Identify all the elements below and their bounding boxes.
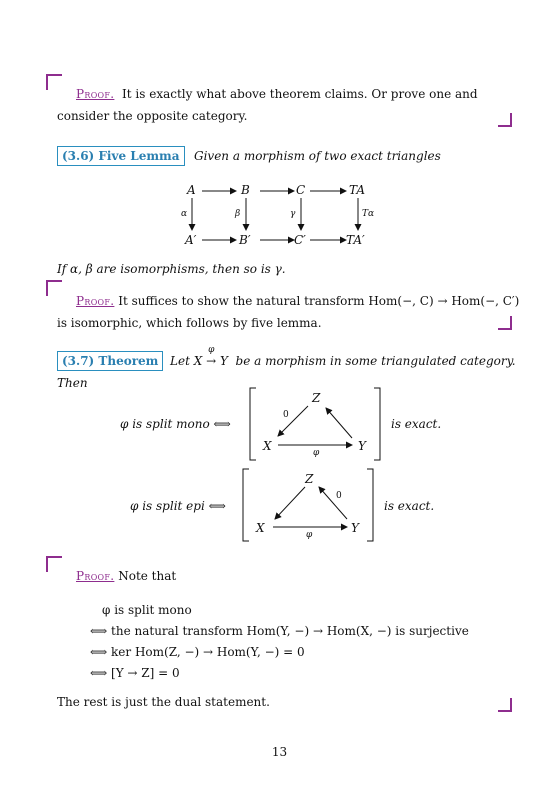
proof-start-marker: [46, 556, 62, 572]
arrow-Y-Z: [319, 487, 347, 519]
proof3-step-2: ⟺ the natural transform Hom(Y, −) → Hom(X, −) is surjective: [90, 624, 469, 638]
node-TA-prime: TA′: [346, 233, 365, 247]
label-phi: φ: [306, 530, 313, 540]
split-epi-condition: φ is split epi ⟺: [130, 499, 226, 513]
proof-end-marker: [498, 698, 512, 712]
left-bracket: [243, 469, 249, 541]
label-zero: 0: [336, 491, 342, 501]
theorem-tag: (3.7) Theorem: [57, 351, 163, 371]
label-beta: β: [235, 209, 241, 219]
node-Z: Z: [305, 472, 314, 486]
proof3-step-4: ⟺ [Y → Z] = 0: [90, 666, 180, 680]
proof-end-marker: [498, 316, 512, 330]
proof1-line1: [76, 86, 478, 102]
proof2-text: It suffices to show the natural transform Hom(−, C) → Hom(−, C′): [118, 294, 520, 308]
node-TA: TA: [349, 183, 366, 197]
split-mono-condition: φ is split mono ⟺: [120, 417, 231, 431]
node-X: X: [256, 521, 265, 535]
proof-label: Proof.: [76, 87, 115, 101]
proof3-line1: [76, 568, 176, 584]
label-alpha: α: [181, 209, 188, 219]
split-epi-exact: is exact.: [384, 499, 435, 513]
label-zero: 0: [283, 410, 289, 420]
node-Z: Z: [312, 391, 321, 405]
node-B: B: [241, 183, 250, 197]
node-B-prime: B′: [239, 233, 251, 247]
node-Y: Y: [351, 521, 359, 535]
page-number: 13: [271, 745, 288, 759]
right-bracket: [374, 388, 380, 460]
proof-label: Proof.: [76, 294, 115, 308]
lemma-conclusion: If α, β are isomorphisms, then so is γ.: [57, 262, 286, 276]
proof3-step-3: ⟺ ker Hom(Z, −) → Hom(Y, −) = 0: [90, 645, 305, 659]
arrow-Y-Z: [326, 408, 352, 438]
node-A: A: [187, 183, 196, 197]
right-bracket: [367, 469, 373, 541]
proof3-intro: Note that: [118, 569, 177, 583]
node-C-prime: C′: [294, 233, 306, 247]
proof-end-marker: [498, 113, 512, 127]
node-X: X: [263, 439, 272, 453]
proof-start-marker: [46, 280, 62, 296]
lemma-statement: Given a morphism of two exact triangles: [194, 149, 441, 163]
proof-label: Proof.: [76, 569, 115, 583]
label-Talpha: Tα: [362, 209, 375, 219]
proof2-line2: is isomorphic, which follows by five lemma.: [57, 316, 322, 330]
proof2-line1: [76, 293, 519, 309]
proof3-step-1: φ is split mono: [102, 603, 192, 617]
node-A-prime: A′: [185, 233, 197, 247]
node-C: C: [296, 183, 306, 197]
theorem-then: Then: [57, 376, 88, 390]
arrow-Z-X: [275, 487, 305, 519]
lemma-tag: (3.6) Five Lemma: [57, 146, 185, 166]
proof3-closing: The rest is just the dual statement.: [57, 695, 270, 709]
proof1-line2: consider the opposite category.: [57, 109, 248, 123]
proof-start-marker: [46, 74, 62, 90]
left-bracket: [250, 388, 256, 460]
node-Y: Y: [358, 439, 366, 453]
theorem-statement: Let X → φ Y be a morphism in some triangulated category.: [170, 345, 516, 368]
proof1-text: It is exactly what above theorem claims. Or prove one and: [122, 87, 478, 101]
split-mono-exact: is exact.: [391, 417, 442, 431]
theorem-arrow-label: φ: [208, 345, 215, 355]
label-gamma: γ: [290, 209, 296, 219]
label-phi: φ: [313, 448, 320, 458]
